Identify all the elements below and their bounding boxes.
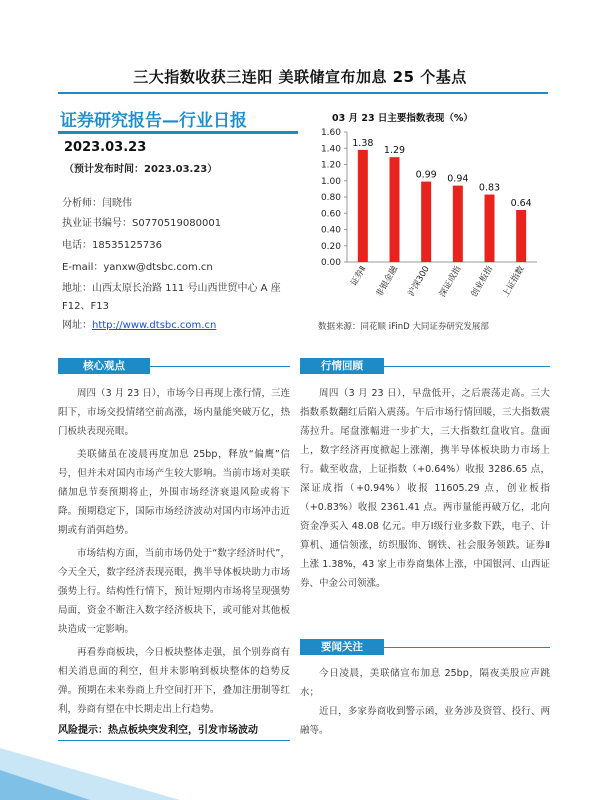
bar-value-label: 1.29 — [383, 145, 406, 157]
website — [62, 316, 216, 331]
report-title: 证券研究报告—行业日报 — [60, 111, 247, 131]
y-tick-label: 1.40 — [320, 144, 341, 155]
bar-value-label: 0.94 — [447, 173, 469, 185]
analyst: 分析师：闫晓伟 — [62, 198, 132, 209]
chart-title: 03 月 23 日主要指数表现（%） — [332, 113, 473, 124]
category-label: 证券Ⅱ — [349, 264, 369, 288]
phone: 电话：18535125736 — [62, 240, 162, 251]
website-label: 网址： — [62, 320, 92, 331]
bar-value-label: 0.64 — [510, 198, 532, 209]
category-label: 深证成指 — [437, 264, 464, 299]
y-tick-label: 1.60 — [320, 128, 341, 138]
bar — [390, 157, 400, 262]
risk-rule — [58, 740, 290, 741]
core-view-paragraph: 美联储虽在凌晨再度加息 25bp，释放“偏鹰”信号，但并未对国内市场产生较大影响。当前市场对美联储加息节奏预期将止，外围市场经济衰退风险或将下降。预期稳定下，国际市场经济波动对国内市场冲击近期或有消弭趋势。 — [58, 449, 290, 536]
core-view-header: 核心观点 — [58, 358, 150, 374]
core-view-body — [58, 384, 290, 719]
x-axis-labels — [348, 264, 527, 299]
market-review-paragraph: 周四（3 月 23 日），早盘低开，之后震荡走高。三大指数系数翻红后陷入震荡。午后市场行情回暖，三大指数震荡拉升。尾盘涨幅进一步扩大，三大指数红盘收官。盘面上，数字经济再度掀起上涨潮，携半导体板块助力市场上行。截至收盘，上证指数（+0.64%）收报 3286.65 点，深证成指（+0.94%）收报 11605.29 点，创业板指（+0.83%）收报 2361.41 点。两市量能再破万亿，北向资金净买入 48.08 亿元。申万Ⅰ级行业多数下跌，电子、计算机、通信领涨，纺织服饰、钢铁、社会服务领跌。证券Ⅱ上涨 1.38%，43 家上市券商集体上涨，中国银河、山西证券、中金公司领涨。 — [300, 388, 550, 589]
title-rule — [58, 131, 298, 134]
top-rule — [58, 92, 548, 94]
market-review-body — [300, 384, 550, 593]
report-date: 2023.03.23 — [64, 140, 147, 155]
publish-time: （预计发布时间：2023.03.23） — [64, 164, 218, 175]
bar-value-label: 0.99 — [415, 169, 437, 181]
category-label: 沪深300 — [406, 264, 432, 299]
bar — [421, 182, 431, 262]
core-view-paragraph: 市场结构方面，当前市场仍处于“数字经济时代”，今天全天，数字经济表现亮眼，携半导体板块助力市场强势上行。结构性行情下，预计短期内市场将呈现强势局面，资金不断注入数字经济板块下，或可能对其他板块造成一定影响。 — [58, 548, 290, 635]
index-bar-chart — [305, 122, 545, 318]
news-body — [300, 664, 550, 740]
core-view-paragraph: 再看券商板块，今日板块整体走强，虽个别券商有相关消息面的利空，但并未影响到板块整体的趋势反弹。预期在未来券商上升空间打开下，叠加注册制等红利，券商有望在中长期走出上行趋势。 — [58, 647, 290, 715]
news-header: 要闻关注 — [300, 639, 384, 655]
y-tick-label: 0.20 — [320, 241, 341, 252]
bar — [516, 210, 526, 262]
bar — [485, 195, 495, 262]
address: 地址：山西太原长治路 111 号山西世贸中心 A 座 F12、F13 — [62, 283, 281, 312]
core-view-paragraph: 周四（3 月 23 日），市场今日再现上涨行情，三连阳下，市场交投情绪空前高涨，场内量能突破万亿，热门板块表现亮眼。 — [58, 388, 290, 437]
category-label: 上证指数 — [501, 264, 527, 299]
bar — [358, 150, 368, 262]
category-label: 非银金融 — [374, 264, 401, 299]
y-tick-label: 1.20 — [320, 160, 341, 171]
y-tick-label: 0.00 — [320, 258, 341, 268]
email: E-mail：yanxw@dtsbc.com.cn — [62, 262, 213, 273]
y-tick-label: 1.00 — [320, 176, 341, 187]
market-review-header: 行情回顾 — [300, 358, 384, 374]
bar-value-label: 1.38 — [352, 137, 374, 149]
news-item: 今日凌晨，美联储宣布加息 25bp，隔夜美股应声跳水； — [300, 668, 550, 698]
risk-warning: 风险提示：热点板块突发利空，引发市场波动 — [58, 725, 258, 736]
y-tick-label: 0.40 — [320, 225, 341, 236]
category-label: 创业板指 — [469, 264, 496, 299]
chart-source: 数据来源：同花顺 iFinD 大同证券研究发展部 — [318, 322, 489, 332]
bar-value-label: 0.83 — [478, 182, 501, 194]
news-item: 近日，多家券商收到警示函，业务涉及资管、投行、两融等。 — [300, 706, 550, 736]
footer-decoration — [0, 748, 600, 800]
bar — [453, 186, 463, 262]
y-tick-label: 0.80 — [320, 193, 341, 203]
y-tick-label: 0.60 — [320, 209, 341, 220]
bars — [352, 138, 531, 262]
website-link[interactable]: http://www.dtsbc.com.cn — [92, 320, 217, 331]
cert-number: 执业证书编号：S0770519080001 — [62, 218, 222, 229]
headline: 三大指数收获三连阳 美联储宣布加息 25 个基点 — [133, 68, 467, 86]
